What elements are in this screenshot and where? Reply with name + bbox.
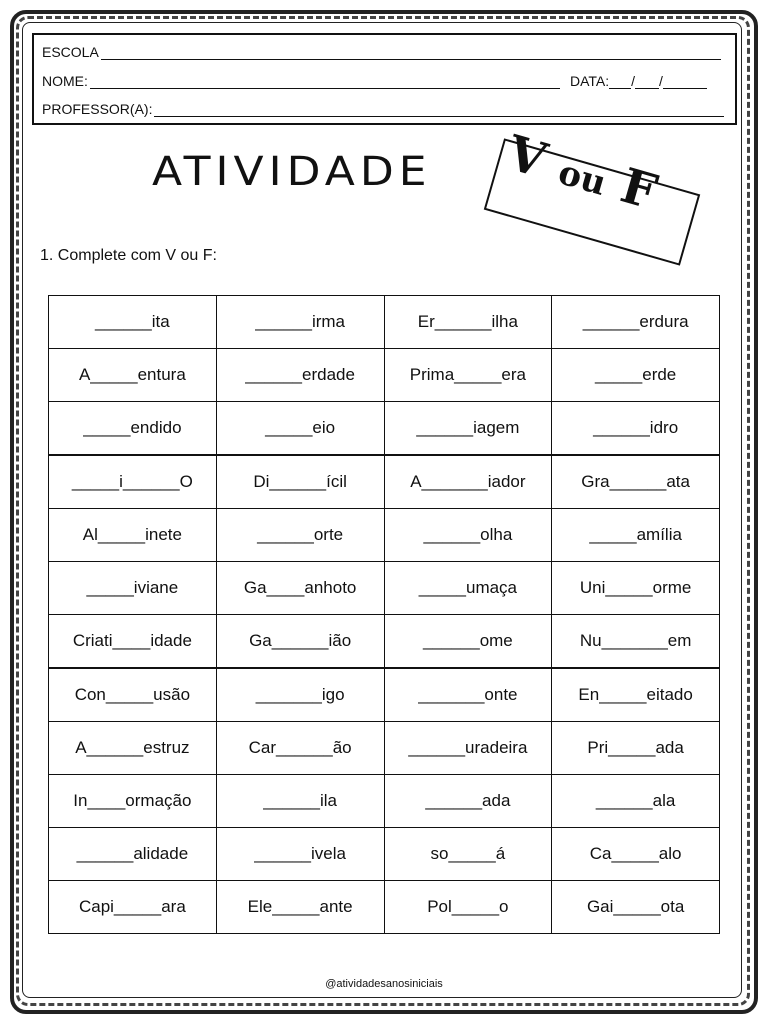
word-cell[interactable]: ______erdura xyxy=(552,296,720,349)
stamp-f: F xyxy=(614,157,663,221)
grid-row xyxy=(49,828,720,881)
grid-row xyxy=(49,722,720,775)
grid-row xyxy=(49,509,720,562)
word-cell[interactable]: _____erde xyxy=(552,349,720,402)
professor-field[interactable] xyxy=(154,104,724,117)
data-label: DATA: xyxy=(570,73,610,89)
word-cell[interactable]: ______ila xyxy=(216,775,384,828)
word-cell[interactable]: _____amília xyxy=(552,509,720,562)
grid-row xyxy=(49,455,720,509)
nome-line xyxy=(42,73,560,89)
data-year-field[interactable] xyxy=(663,76,707,89)
escola-label: ESCOLA xyxy=(42,44,99,60)
word-cell[interactable]: _____umaça xyxy=(384,562,552,615)
word-cell[interactable]: Uni_____orme xyxy=(552,562,720,615)
word-cell[interactable]: Criati____idade xyxy=(49,615,217,669)
word-cell[interactable]: ______ada xyxy=(384,775,552,828)
word-grid xyxy=(48,295,720,934)
word-cell[interactable]: ______erdade xyxy=(216,349,384,402)
data-line xyxy=(570,73,707,89)
word-cell[interactable]: In____ormação xyxy=(49,775,217,828)
word-cell[interactable]: A_____entura xyxy=(49,349,217,402)
grid-row xyxy=(49,562,720,615)
professor-label: PROFESSOR(A): xyxy=(42,101,153,117)
data-day-field[interactable] xyxy=(609,76,631,89)
word-cell[interactable]: ______orte xyxy=(216,509,384,562)
word-cell[interactable]: En_____eitado xyxy=(552,668,720,722)
word-cell[interactable]: Pri_____ada xyxy=(552,722,720,775)
word-cell[interactable]: Ca_____alo xyxy=(552,828,720,881)
word-cell[interactable]: Capi_____ara xyxy=(49,881,217,934)
stamp-ou: ou xyxy=(553,152,611,205)
word-cell[interactable]: A______estruz xyxy=(49,722,217,775)
word-cell[interactable]: _____eio xyxy=(216,402,384,456)
word-cell[interactable]: _______onte xyxy=(384,668,552,722)
grid-row xyxy=(49,668,720,722)
word-cell[interactable]: _____i______O xyxy=(49,455,217,509)
word-cell[interactable]: ______ita xyxy=(49,296,217,349)
word-cell[interactable]: Gai_____ota xyxy=(552,881,720,934)
word-cell[interactable]: Gra______ata xyxy=(552,455,720,509)
word-cell[interactable]: so_____á xyxy=(384,828,552,881)
nome-field[interactable] xyxy=(90,76,560,89)
grid-row xyxy=(49,615,720,669)
word-cell[interactable]: ______ala xyxy=(552,775,720,828)
word-cell[interactable]: Al_____inete xyxy=(49,509,217,562)
word-cell[interactable]: _____endido xyxy=(49,402,217,456)
word-cell[interactable]: A_______iador xyxy=(384,455,552,509)
word-cell[interactable]: Nu_______em xyxy=(552,615,720,669)
word-cell[interactable]: ______idro xyxy=(552,402,720,456)
word-cell[interactable]: ______uradeira xyxy=(384,722,552,775)
word-cell[interactable]: ______olha xyxy=(384,509,552,562)
grid-row xyxy=(49,881,720,934)
word-cell[interactable]: Er______ilha xyxy=(384,296,552,349)
word-cell[interactable]: _____iviane xyxy=(49,562,217,615)
word-cell[interactable]: _______igo xyxy=(216,668,384,722)
word-cell[interactable]: ______irma xyxy=(216,296,384,349)
word-cell[interactable]: ______ivela xyxy=(216,828,384,881)
word-cell[interactable]: Ga______ião xyxy=(216,615,384,669)
word-cell[interactable]: Car______ão xyxy=(216,722,384,775)
data-separator-1: / xyxy=(631,73,636,89)
word-cell[interactable]: Con_____usão xyxy=(49,668,217,722)
professor-line xyxy=(42,101,724,117)
stamp-v: V xyxy=(501,125,553,190)
word-cell[interactable]: Pol_____o xyxy=(384,881,552,934)
grid-row xyxy=(49,349,720,402)
word-cell[interactable]: ______ome xyxy=(384,615,552,669)
word-cell[interactable]: Ele_____ante xyxy=(216,881,384,934)
word-cell[interactable]: Di______ícil xyxy=(216,455,384,509)
escola-line xyxy=(42,44,721,60)
page-title: ATIVIDADE xyxy=(152,148,432,195)
word-cell[interactable]: Prima_____era xyxy=(384,349,552,402)
grid-row xyxy=(49,775,720,828)
word-cell[interactable]: ______iagem xyxy=(384,402,552,456)
escola-field[interactable] xyxy=(101,47,721,60)
data-separator-2: / xyxy=(659,73,663,89)
footer-credit: @atividadesanosiniciais xyxy=(325,978,443,990)
instruction-text: 1. Complete com V ou F: xyxy=(40,247,217,264)
nome-label: NOME: xyxy=(42,73,88,89)
data-month-field[interactable] xyxy=(635,76,659,89)
grid-row xyxy=(49,296,720,349)
word-cell[interactable]: Ga____anhoto xyxy=(216,562,384,615)
grid-row xyxy=(49,402,720,456)
word-cell[interactable]: ______alidade xyxy=(49,828,217,881)
